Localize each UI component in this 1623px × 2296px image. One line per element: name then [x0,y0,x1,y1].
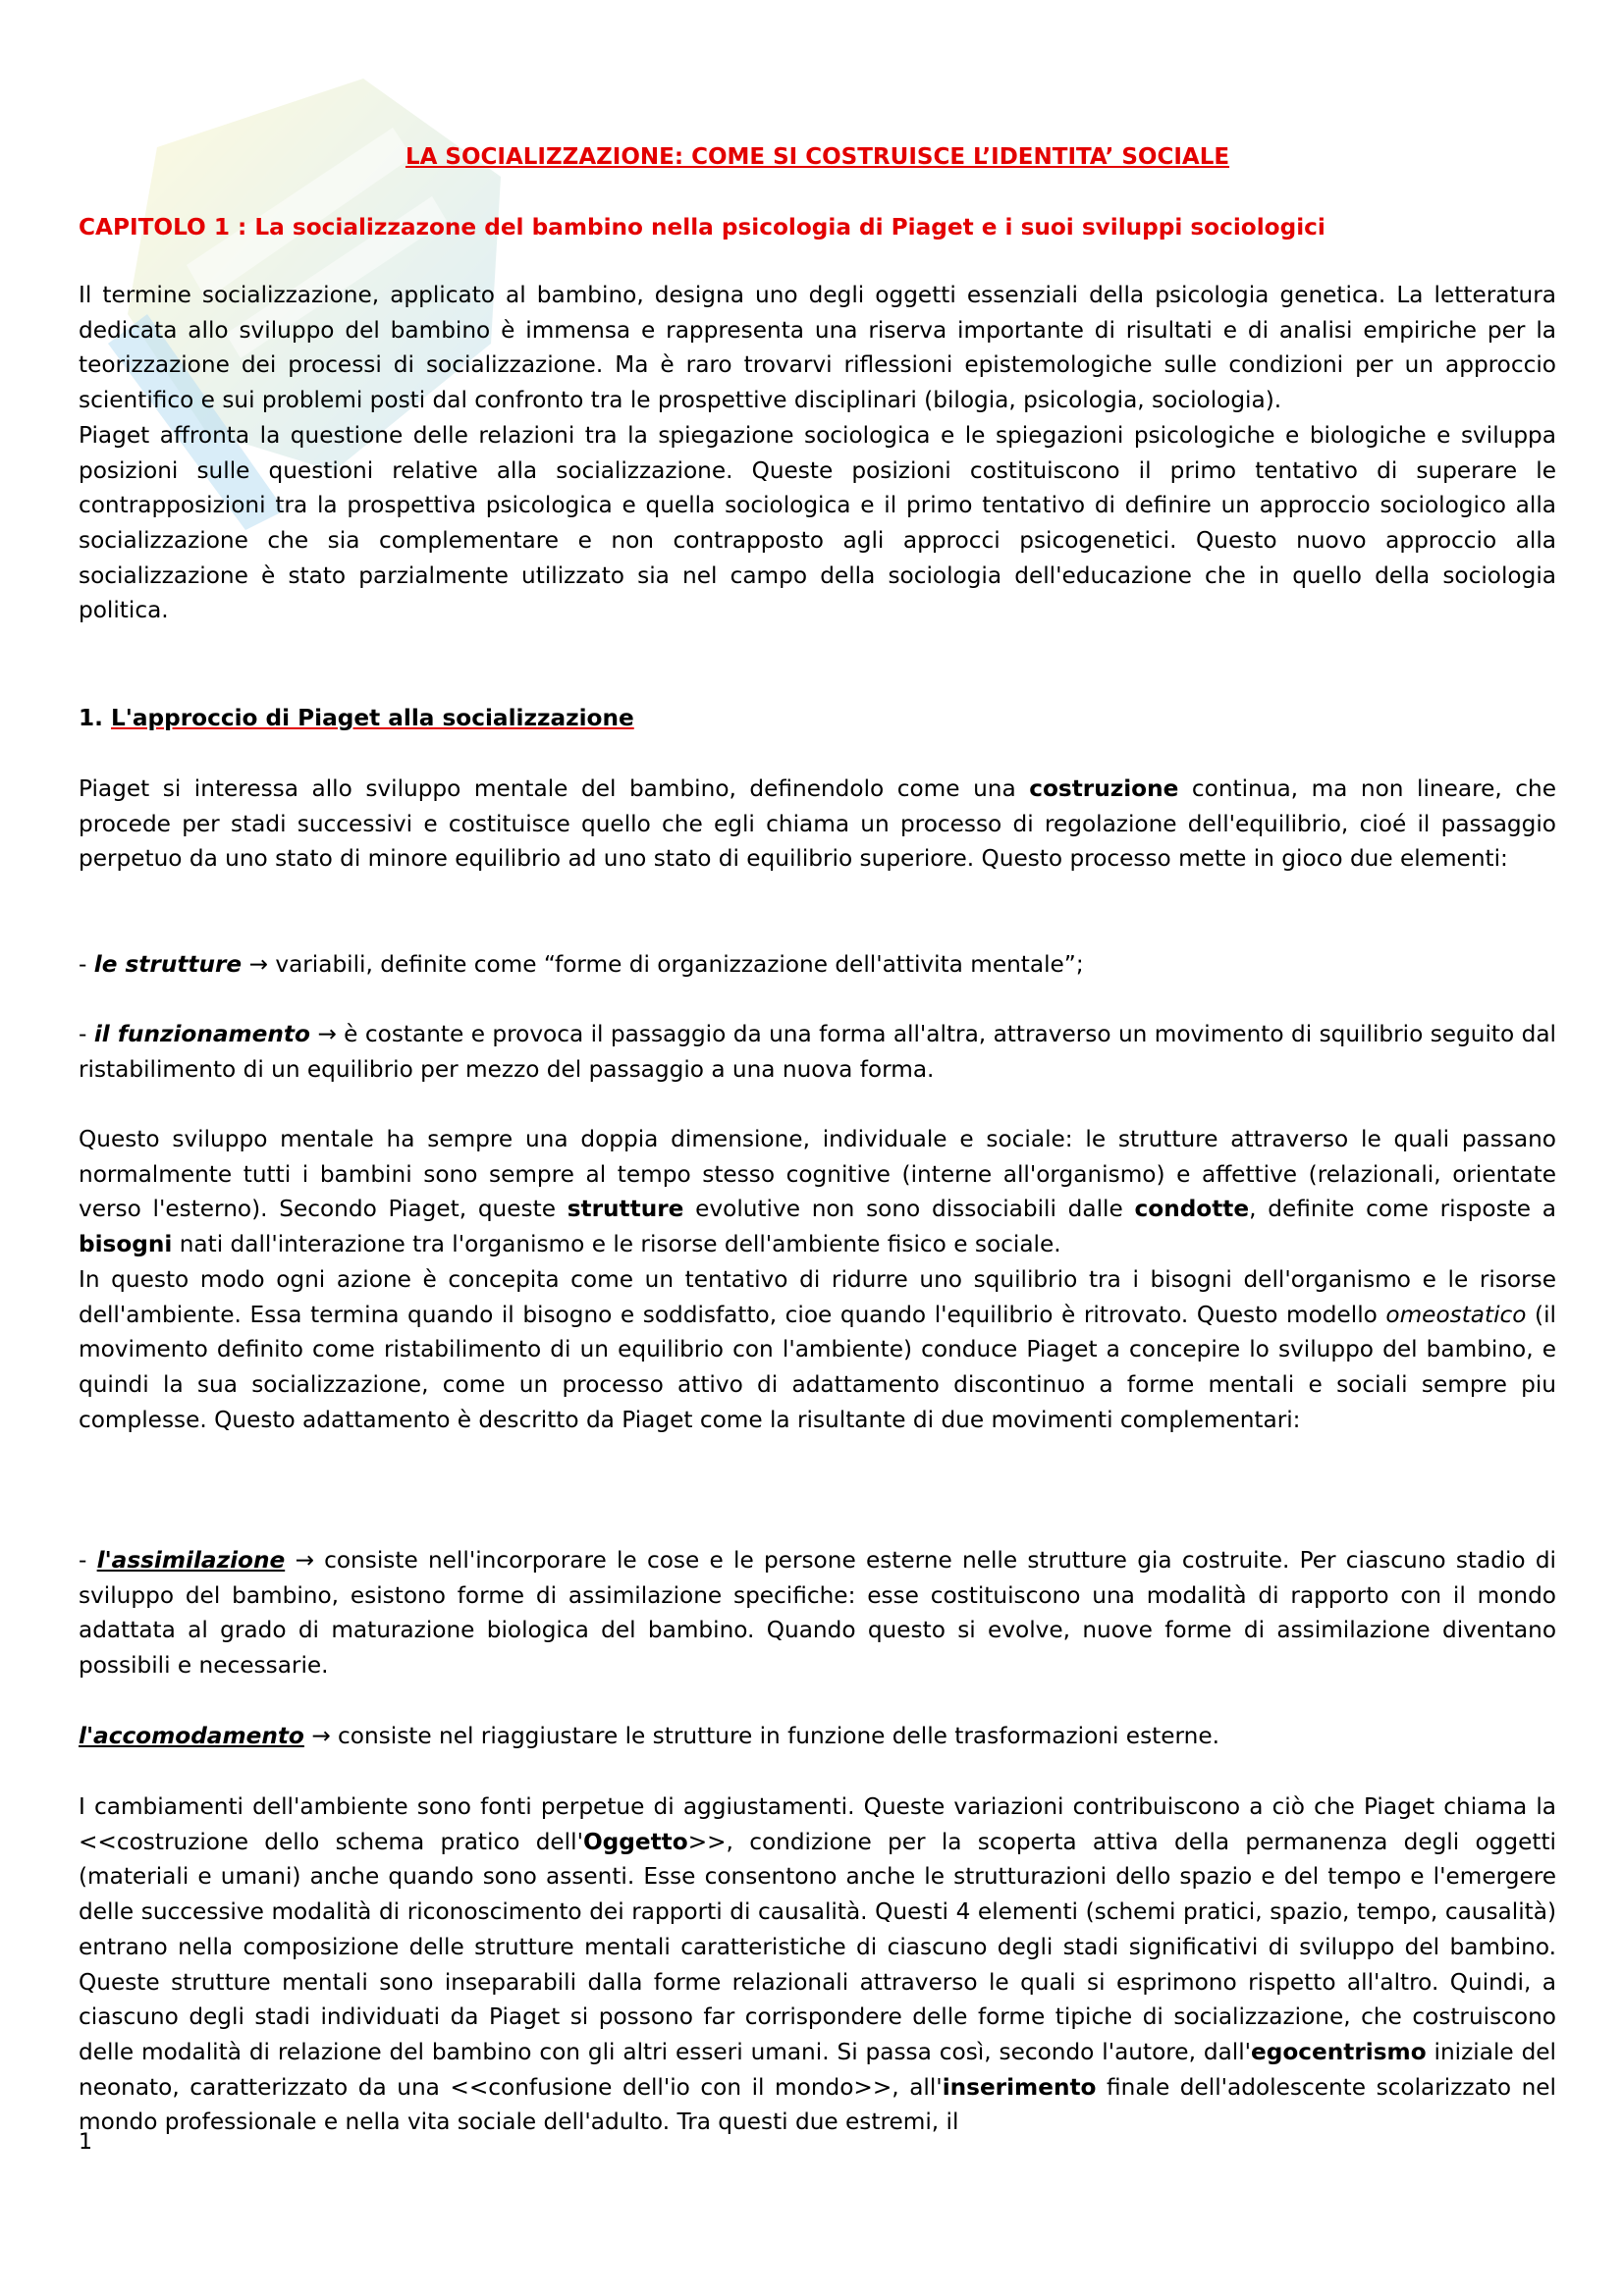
section-number: 1. [79,705,103,731]
term-costruzione: costruzione [1029,775,1179,802]
list-item-accomodamento: l'accomodamento → consiste nel riaggiustare le strutture in funzione delle trasformazioni esterne. [79,1723,1219,1749]
intro-paragraph-2: Piaget affronta la questione delle relazioni tra la spiegazione sociologica e le spiegazioni psicologiche e biologiche e sviluppa posizioni sulle questioni relative alla socializzazione. Queste posizioni costituiscono il primo tentativo di superare le contrapposizioni tra la prospettiva psicologica e quella sociologica e il primo tentativo di definire un approccio sociologico alla socializzazione che sia complementare e non contrapposto agli approcci psicogenetici. Questo nuovo approccio alla socializzazione è stato parzialmente utilizzato sia nel campo della sociologia dell'educazione che in quello della sociologia politica. [79,421,1556,624]
document-title: LA SOCIALIZZAZIONE: COME SI COSTRUISCE L’IDENTITA’ SOCIALE [405,144,1230,170]
paragraph-omeostatico: In questo modo ogni azione è concepita come un tentativo di ridurre uno squilibrio tra i bisogni dell'organismo e le risorse dell'ambiente. Essa termina quando il bisogno e soddisfatto, cioe quando l'equilibrio è ritrovato. Questo modello omeostatico (il movimento definito come ristabilimento di un equilibrio con l'ambiente) conduce Piaget a concepire lo sviluppo del bambino, e quindi la sua socializzazione, come un processo attivo di adattamento discontinuo a forme mentali e sociali sempre piu complesse. Questo adattamento è descritto da Piaget come la risultante di due movimenti complementari: [79,1265,1556,1433]
term-omeostatico: omeostatico [1385,1301,1527,1328]
term-oggetto: Oggetto [582,1828,688,1855]
term-inserimento: inserimento [942,2073,1097,2101]
term-assimilazione: l'assimilazione [96,1547,286,1574]
intro-paragraph-1: Il termine socializzazione, applicato al bambino, designa uno degli oggetti essenziali della psicologia genetica. La letteratura dedicata allo sviluppo del bambino è immensa e rappresenta una riserva importante di risultati e di analisi empiriche per la teorizzazione dei processi di socializzazione. Ma è raro trovarvi riflessioni epistemologiche sulle condizioni per un approccio scientifico e sui problemi posti dal confronto tra le prospettive disciplinari (bilogia, psicologia, sociologia). [79,282,1556,414]
term-bisogni: bisogni [79,1231,173,1258]
term-accomodamento: l'accomodamento [79,1723,304,1749]
chapter-heading: CAPITOLO 1 : La socializzazone del bambino nella psicologia di Piaget e i suoi sviluppi sociologici [79,214,1325,240]
term-egocentrismo: egocentrismo [1251,2038,1427,2065]
intro-section [79,278,1556,628]
page-number: 1 [79,2130,92,2155]
paragraph-oggetto: I cambiamenti dell'ambiente sono fonti perpetue di aggiustamenti. Queste variazioni contribuiscono a ciò che Piaget chiama la <<costruzione dello schema pratico dell'Oggetto>>, condizione per la scoperta attiva della permanenza degli oggetti (materiali e umani) anche quando sono assenti. Esse consentono anche le strutturazioni dello spazio e del tempo e l'emergere delle successive modalità di riconoscimento dei rapporti di causalità. Questi 4 elementi (schemi pratici, spazio, tempo, causalità) entrano nella composizione delle strutture mentali caratteristiche di ciascuno degli stadi significativi di sviluppo del bambino. Queste strutture mentali sono inseparabili dalla forme relazionali attraverso le quali si esprimono rispetto all'altro. Quindi, a ciascuno degli stadi individuati da Piaget si possono far corrispondere delle forme tipiche di socializzazione, che costruiscono delle modalità di relazione del bambino con gli altri esseri umani. Si passa così, secondo l'autore, dall'egocentrismo iniziale del neonato, caratterizzato da una <<confusione dell'io con il mondo>>, all'inserimento finale dell'adolescente scolarizzato nel mondo professionale e nella vita sociale dell'adulto. Tra questi due estremi, il [79,1793,1557,2136]
term-le-strutture: le strutture [93,951,243,978]
paragraph-costruzione: Piaget si interessa allo sviluppo mentale del bambino, definendolo come una costruzione continua, ma non lineare, che procede per stadi successivi e costituisce quello che egli chiama un processo di regolazione dell'equilibrio, cioé il passaggio perpetuo da uno stato di minore equilibrio ad uno stato di equilibrio superiore. Questo processo mette in gioco due elementi: [79,775,1556,873]
term-condotte: condotte [1134,1196,1250,1223]
term-il-funzionamento: il funzionamento [93,1021,310,1047]
list-item-assimilazione: - l'assimilazione → consiste nell'incorporare le cose e le persone esterne nelle strutture gia costruite. Per ciascuno stadio di sviluppo del bambino, esistono forme di assimilazione specifiche: esse costituiscono una modalità di rapporto con il mondo adattata al grado di maturazione biologica del bambino. Quando questo si evolve, nuove forme di assimilazione diventano possibili e necessarie. [79,1547,1556,1680]
list-item-strutture: - le strutture → variabili, definite come “forme di organizzazione dell'attivita mentale”; [79,951,1084,978]
paragraph-strutture-condotte: Questo sviluppo mentale ha sempre una doppia dimensione, individuale e sociale: le strutture attraverso le quali passano normalmente tutti i bambini sono sempre al tempo stesso cognitive (interne all'organismo) e affettive (relazionali, orientate verso l'esterno). Secondo Piaget, queste strutture evolutive non sono dissociabili dalle condotte, definite come risposte a bisogni nati dall'interazione tra l'organismo e le risorse dell'ambiente fisico e sociale. In questo modo ogni azione è concepita come un tentativo di ridurre uno squilibrio tra i bisogni dell'organismo e le risorse dell'ambiente. Essa termina quando il bisogno e soddisfatto, cioe quando l'equilibrio è ritrovato. Questo modello omeostatico (il movimento definito come ristabilimento di un equilibrio con l'ambiente) conduce Piaget a concepire lo sviluppo del bambino, e quindi la sua socializzazione, come un processo attivo di adattamento discontinuo a forme mentali e sociali sempre piu complesse. Questo adattamento è descritto da Piaget come la risultante di due movimenti complementari: [79,1122,1556,1437]
term-strutture: strutture [567,1196,684,1223]
section-title: L'approccio di Piaget alla socializzazione [111,705,634,731]
section-1-heading [79,701,1556,736]
list-item-funzionamento: - il funzionamento → è costante e provoca il passaggio da una forma all'altra, attraverso un movimento di squilibrio seguito dal ristabilimento di un equilibrio per mezzo del passaggio a una nuova forma. [79,1021,1556,1083]
